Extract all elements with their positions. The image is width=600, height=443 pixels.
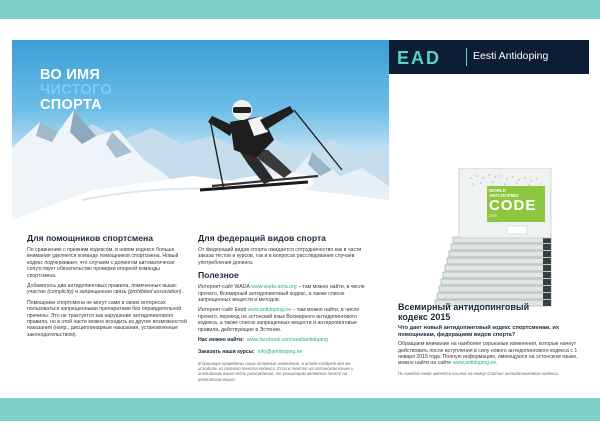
antidoping-link[interactable]: www.antidoping.ee	[247, 307, 292, 314]
athlete-support-heading: Для помощников спортсмена	[27, 233, 153, 243]
text-run: и запрещенная связь	[73, 289, 128, 296]
facebook-link[interactable]: www.facebook.com/eestiantidoping	[246, 337, 328, 344]
federations-column	[198, 233, 366, 382]
book-stack-image	[423, 168, 563, 318]
text-run: Обращаем внимание на наиболее серьезные изменения, которые начнут действовать после вступления в силу нового антидопингового кодекса с 1 января 2015 года. Полную информацию, имеющуюся на эстонском языке, можно найти на сайте	[398, 341, 578, 367]
text-run: – там можно найти, в числе прочего, перевод на эстонский язык Всемирного антидопингового кодекса, а также список запрещенных веществ и антидопинговые правила, действующие в Эстонии.	[198, 307, 360, 333]
text-run-italic: (complicity)	[47, 289, 74, 296]
useful-paragraph-ead	[198, 307, 366, 333]
athlete-support-paragraph-1: По сравнению с прежним кодексом, в новом кодексе больше внимания уделяется команде помощников спортсмена. Новый кодекс подчеркивает, что случаям с допингом автоматически сопутствует обязательство проверки опорной команды спортсмена.	[27, 247, 179, 279]
bottom-accent-strip	[0, 398, 600, 421]
hero-title	[40, 68, 160, 113]
text-run-italic: (prohibited association)	[127, 289, 182, 296]
book-title-line-2: ANTI-DOPING	[489, 193, 519, 198]
order-courses-row	[198, 349, 366, 356]
text-run: Интернет-сайт WADA	[198, 284, 252, 291]
athlete-support-column	[27, 233, 190, 342]
organization-name: Eesti Antidoping	[473, 50, 549, 62]
find-us-label: Нас можно найти:	[198, 337, 244, 344]
heading-line-2: кодекс 2015	[398, 312, 451, 322]
hero-title-line-3: СПОРТА	[40, 97, 102, 113]
hero-title-line-1: ВО ИМЯ	[40, 67, 101, 83]
book-title-line-1: WORLD	[489, 188, 506, 193]
text-run: .	[496, 360, 498, 367]
order-courses-label: Заказать наши курсы:	[198, 349, 255, 356]
code-2015-paragraph	[398, 341, 588, 367]
code-2015-note: По каждой теме имеется ссылка на номер статьи антидопингового кодекса.	[398, 370, 559, 376]
book-title-line-4: 2015	[489, 214, 497, 218]
logo-divider	[466, 48, 467, 66]
email-link[interactable]: info@antidoping.ee	[257, 349, 303, 356]
hero-skier-image	[12, 40, 389, 220]
text-run: Добавилось два антидопинговых правила, помеченных выше: участие	[27, 283, 178, 296]
logo-header	[389, 40, 589, 74]
useful-heading: Полезное	[198, 270, 239, 281]
federations-paragraph: От федераций видов спорта ожидается сотрудничество как в части заказа тестов и курсов, так и в вопросах расследования случаев употребления допинга.	[198, 247, 362, 266]
hero-title-line-2: ЧИСТОГО	[40, 82, 112, 98]
text-run: Интернет-сайт Eesti	[198, 307, 248, 314]
athlete-support-paragraph-3: Помощники спортсмена не могут сами в своих интересах пользоваться запрещенными препаратами без оправдательной причины. Это не трактуется как нарушение антидопингового правила, но в этой части можно исходить из других возможностей наказания (напр., дисциплинарные наказания, установленные законодательством).	[27, 299, 187, 338]
find-us-row	[198, 337, 366, 344]
wada-link[interactable]: www.wada-ama.org	[251, 284, 297, 291]
text-run: – там можно найти, в числе прочего, Всемирный антидопинговый кодекс, а также список запрещенных веществ и методов.	[198, 284, 365, 304]
book-cover-title	[489, 188, 543, 218]
text-run: .	[181, 289, 183, 296]
useful-paragraph-wada	[198, 284, 366, 303]
antidoping-site-link[interactable]: www.antidoping.ee	[452, 360, 497, 367]
heading-line-1: Всемирный антидопинговый	[398, 302, 530, 312]
code-2015-heading	[398, 302, 588, 322]
code-2015-column	[398, 302, 588, 376]
athlete-support-paragraph-2	[27, 283, 190, 296]
footnote-disclaimer: В брошюре приведены лишь основные изменения, в итоге следует все же исходить из полного текста кодекса. Если в тексте на эстонском языке и английском языке есть расхождения, то решающим является текст на английском языке.	[198, 361, 354, 382]
code-2015-subheading: Что дает новый антидопинговый кодекс спортсменам, их помощникам, федерациям видов спорта?	[398, 325, 559, 338]
top-accent-strip	[0, 0, 600, 19]
book-title-line-3: CODE	[489, 197, 537, 214]
ead-logo-icon: EAD	[397, 48, 442, 68]
federations-heading: Для федераций видов спорта	[198, 233, 326, 243]
